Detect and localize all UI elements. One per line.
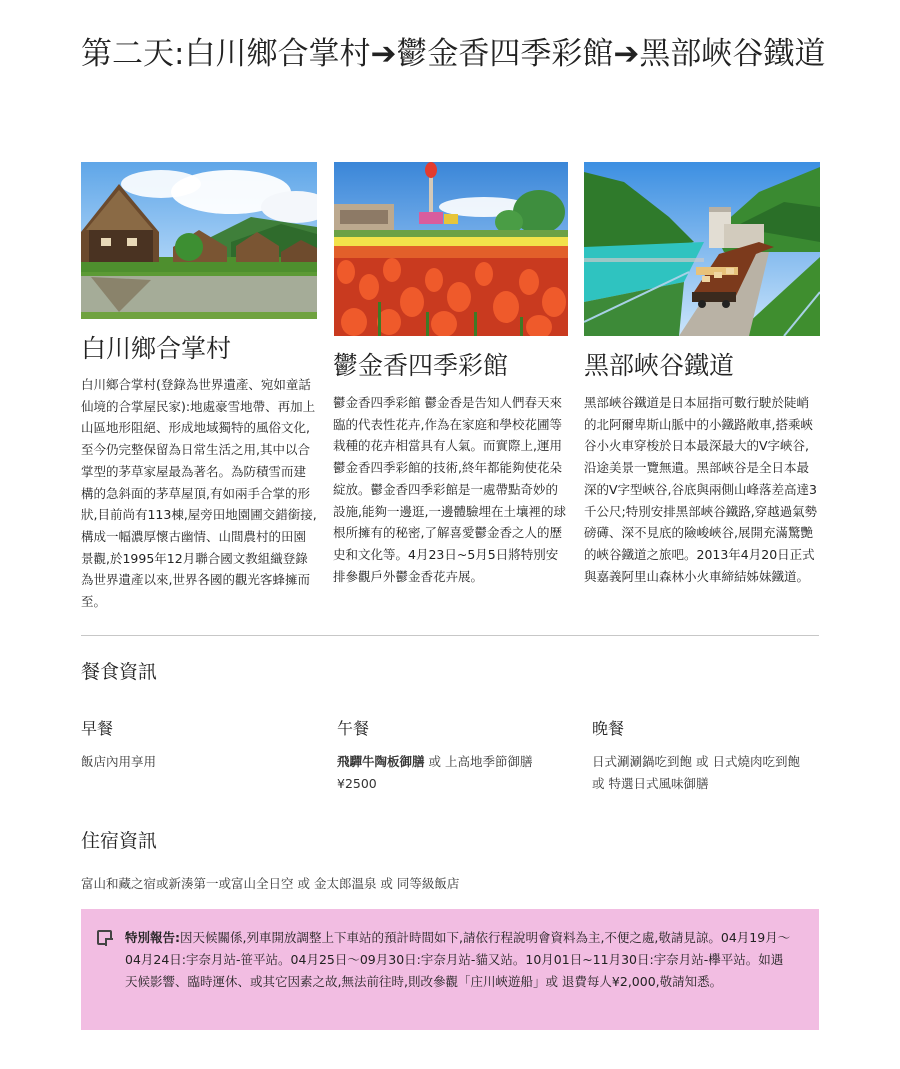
attraction-name: 鬱金香四季彩館 [333, 351, 509, 380]
attraction-description: 鬱金香四季彩館 鬱金香是告知人們春天來臨的代表性花卉,作為在家庭和學校花圃等栽種的花卉相當具有人氣。而實際上,運用鬱金香四季彩館的技術,終年都能夠使花朵綻放。鬱金香四季彩館是一處帶點奇妙的設施,能夠一邊逛,一邊體驗埋在土壤裡的球根所擁有的秘密,了解喜愛鬱金香之人的歷史和文化等。4月23日~5月5日將特別安排參觀戶外鬱金香花卉展。 [333, 395, 566, 584]
breakfast-label: 早餐 [81, 719, 114, 738]
lunch-price: ¥2500 [337, 776, 377, 791]
lodging-section-title: 住宿資訊 [81, 830, 158, 852]
notice-label: 特別報告: [125, 930, 180, 945]
page-title: 第二天:白川鄉合掌村➔鬱金香四季彩館➔黑部峽谷鐵道 [81, 36, 826, 72]
attraction-shirakawago [81, 162, 317, 613]
dinner-label: 晚餐 [592, 719, 625, 738]
note-icon [97, 930, 112, 945]
attraction-kurobe-railway [584, 162, 820, 587]
dinner-text [592, 751, 822, 795]
lodging-text: 富山和藏之宿或新湊第一或富山全日空 或 金太郎溫泉 或 同等級飯店 [81, 876, 460, 891]
lunch-highlight: 飛驒牛陶板御膳 [337, 754, 425, 769]
attraction-name: 白川鄉合掌村 [81, 334, 232, 363]
attraction-tulip-museum [333, 162, 569, 587]
dinner-line2: 或 特選日式風味御膳 [592, 776, 709, 791]
lunch-text [337, 751, 567, 795]
attraction-description: 黑部峽谷鐵道是日本屈指可數行駛於陡峭的北阿爾卑斯山脈中的小鐵路敞車,搭乘峽谷小火車穿梭於日本最深最大的V字峽谷,沿途美景一覽無遺。黑部峽谷是全日本最深的V字型峽谷,谷底與兩側山峰落差高達3千公尺;特別安排黑部峽谷鐵路,穿越過氣勢磅礡、深不見底的險峻峽谷,展開充滿驚艷的峽谷鐵道之旅吧。2013年4月20日正式與嘉義阿里山森林小火車締結姊妹鐵道。 [584, 395, 818, 584]
lunch-label: 午餐 [337, 719, 370, 738]
tulip-photo [333, 162, 569, 336]
breakfast-text: 飯店內用享用 [81, 754, 157, 769]
notice-body: 因天候關係,列車開放調整上下車站的預計時間如下,請依行程說明會資料為主,不便之處,敬請見諒。04月19月～04月24日:宇奈月站-笹平站。04月25日～09月30日:宇奈月站-貓又站。10月01日~11月30日:宇奈月站-欅平站。如遇天候影響、臨時運休、或其它因素之故,無法前往時,則改參觀「庄川峽遊船」或 退費每人¥2,000,敬請知悉。 [125, 930, 791, 989]
attraction-description: 白川鄉合掌村(登錄為世界遺產、宛如童話仙境的合掌屋民家):地處豪雪地帶、再加上山區地形阻絕、形成地域獨特的風俗文化,至今仍完整保留為日常生活之用,其中以合掌型的茅草家屋最為著名。為防積雪而建構的急斜面的茅草屋頂,有如兩手合掌的形狀,目前尚有113棟,屋旁田地園圃交錯銜接,構成一幅濃厚懷古幽情、山間農村的田園景觀,於1995年12月聯合國文教組織登錄為世界遺產以來,世界各國的觀光客蜂擁而至。 [81, 377, 317, 610]
meals-section-title: 餐食資訊 [81, 661, 158, 683]
kurobe-photo [584, 162, 820, 336]
lunch-alternative: 或 上高地季節御膳 [424, 754, 533, 769]
section-divider [81, 635, 819, 636]
attraction-name: 黑部峽谷鐵道 [584, 351, 735, 380]
dinner-line1: 日式涮涮鍋吃到飽 或 日式燒肉吃到飽 [592, 754, 800, 769]
shirakawago-photo [81, 162, 317, 319]
special-notice [81, 909, 819, 1030]
notice-text [125, 927, 793, 993]
